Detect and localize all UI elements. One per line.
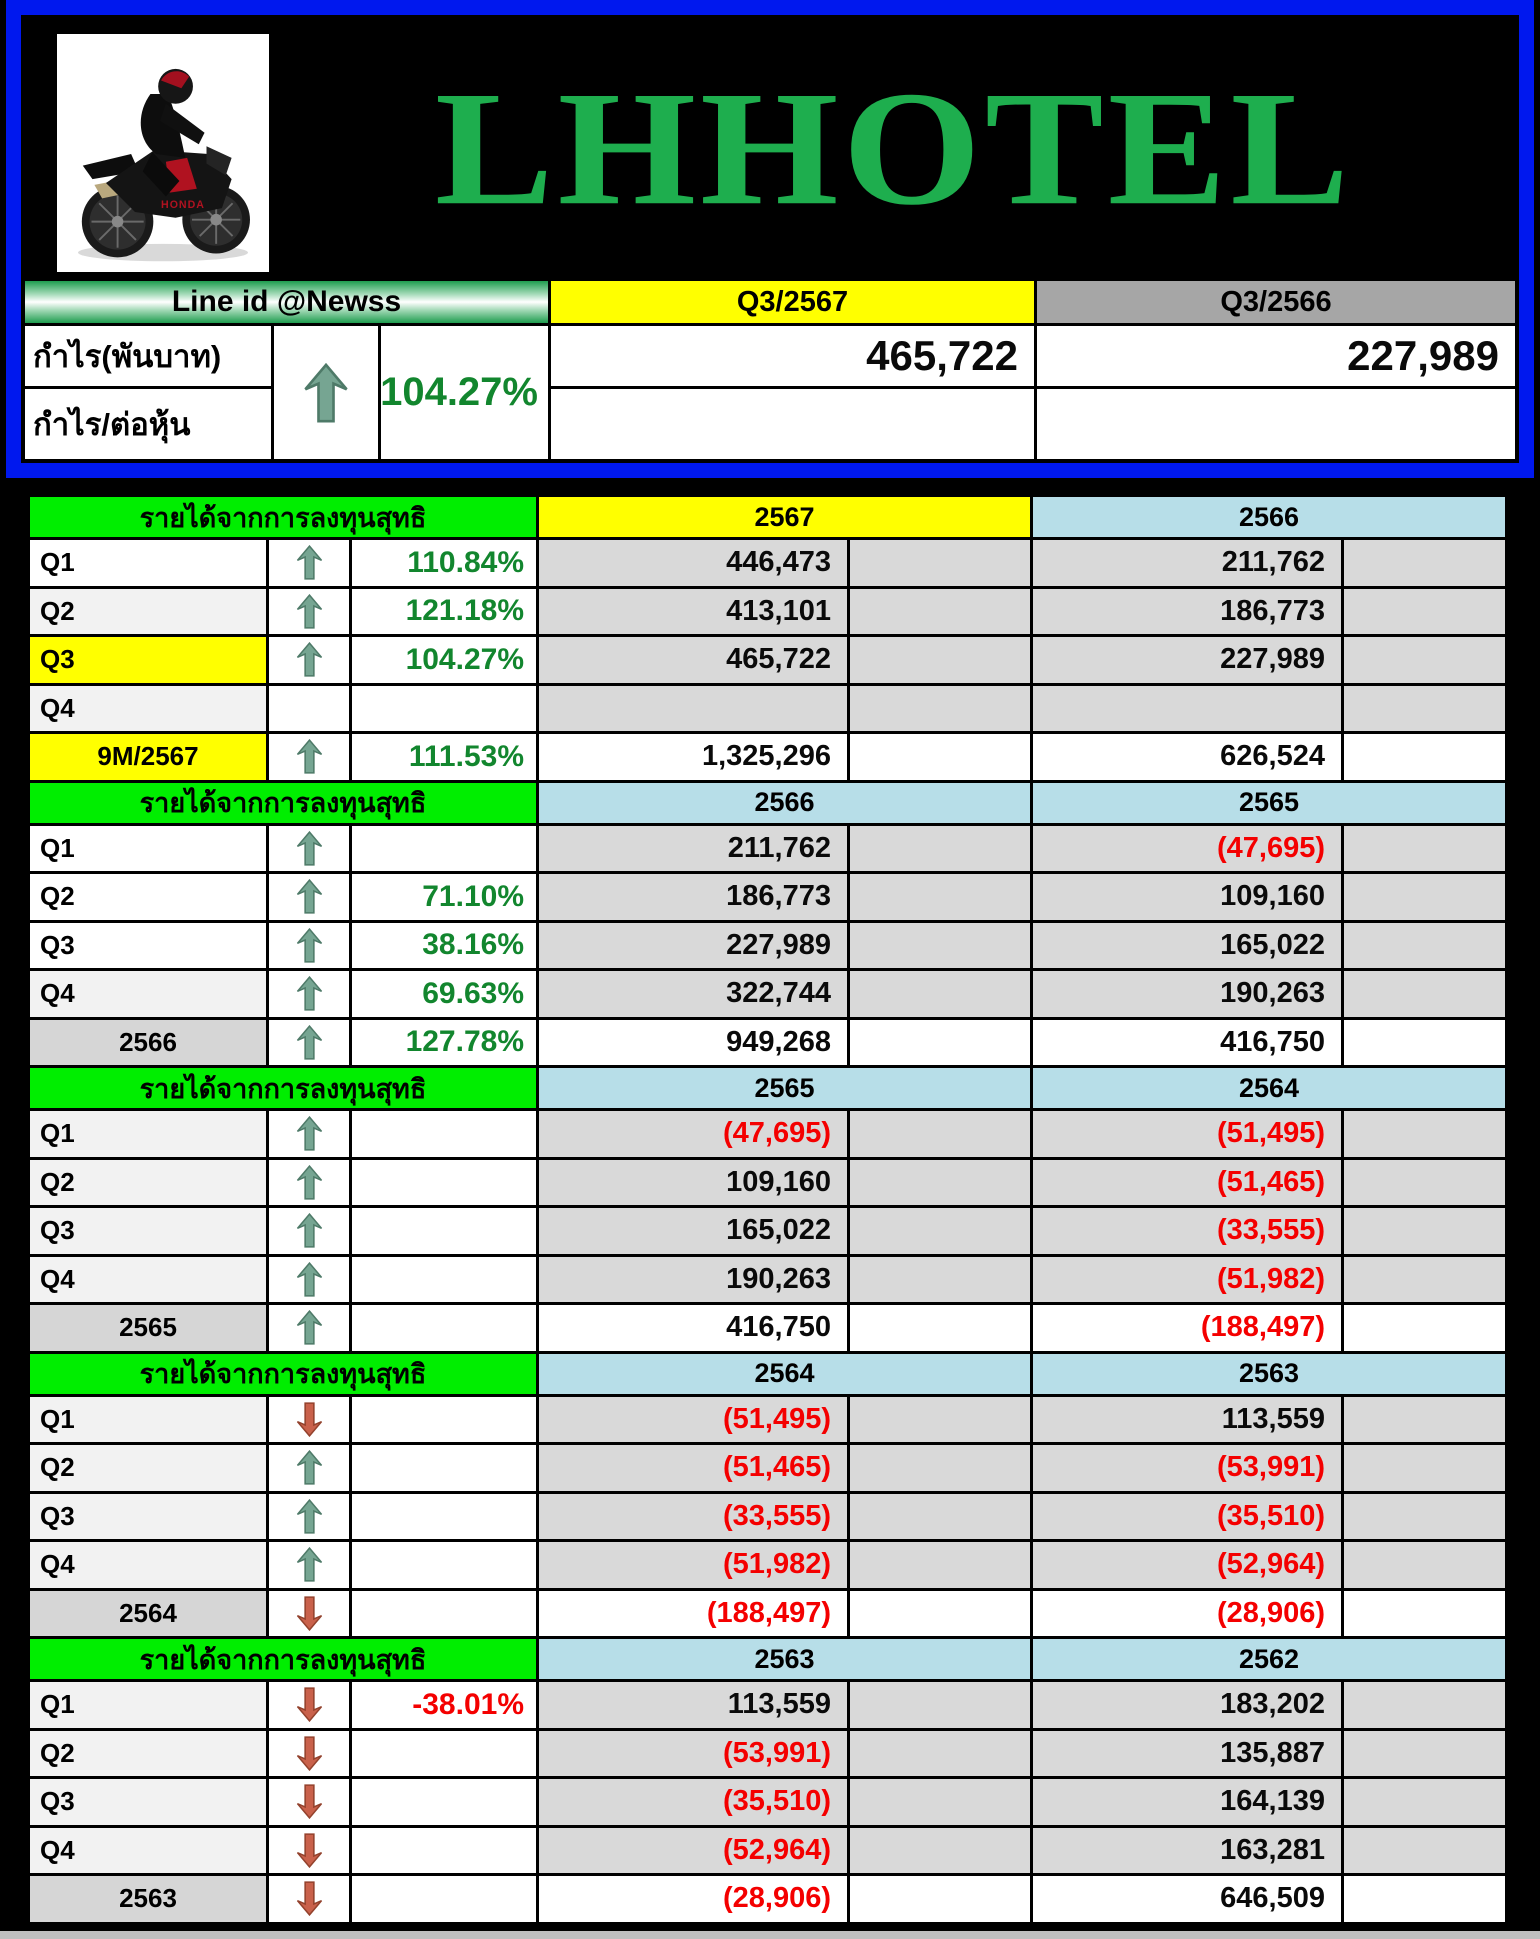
spacer-cell <box>850 923 1030 969</box>
down-arrow-icon <box>296 1402 323 1437</box>
trend-arrow-cell <box>269 971 349 1017</box>
row-label: Q1 <box>30 540 266 586</box>
value-year2: 626,524 <box>1033 734 1341 780</box>
summary-col2-value: 227,989 <box>1037 326 1515 386</box>
row-label: 2564 <box>30 1591 266 1637</box>
trend-arrow-cell <box>269 734 349 780</box>
percent-change <box>352 686 536 732</box>
spacer-cell <box>850 1591 1030 1637</box>
percent-change <box>352 1591 536 1637</box>
value-year2: 183,202 <box>1033 1682 1341 1728</box>
trend-arrow-cell <box>269 540 349 586</box>
value-year2: 164,139 <box>1033 1779 1341 1825</box>
year1-header: 2564 <box>539 1354 1030 1394</box>
percent-change: 127.78% <box>352 1020 536 1066</box>
table-section-2566 <box>30 783 1505 1066</box>
down-arrow-icon <box>296 1596 323 1631</box>
value-year2: 190,263 <box>1033 971 1341 1017</box>
value-year1 <box>539 686 847 732</box>
row-label: 9M/2567 <box>30 734 266 780</box>
value-year1: (188,497) <box>539 1591 847 1637</box>
summary-table <box>21 281 1519 463</box>
spacer-cell <box>850 1682 1030 1728</box>
trend-arrow-cell <box>269 1779 349 1825</box>
trend-arrow-cell <box>269 1731 349 1777</box>
value-year1: 949,268 <box>539 1020 847 1066</box>
trend-arrow-cell <box>269 1397 349 1443</box>
year1-header: 2566 <box>539 783 1030 823</box>
table-section-2567 <box>30 497 1505 780</box>
trend-arrow-cell <box>269 1305 349 1351</box>
value-year2: (52,964) <box>1033 1542 1341 1588</box>
row-label: Q3 <box>30 1208 266 1254</box>
value-year1: 190,263 <box>539 1257 847 1303</box>
up-arrow-icon <box>296 642 323 677</box>
up-arrow-icon <box>296 976 323 1011</box>
value-year1: 322,744 <box>539 971 847 1017</box>
spacer-cell <box>850 637 1030 683</box>
spacer-cell <box>1344 1305 1505 1351</box>
row-label: Q3 <box>30 1779 266 1825</box>
profit-label: กำไร(พันบาท) <box>25 326 271 386</box>
spacer-cell <box>1344 686 1505 732</box>
row-label: Q1 <box>30 826 266 872</box>
row-label: Q4 <box>30 686 266 732</box>
spacer-cell <box>850 826 1030 872</box>
up-arrow-icon <box>296 879 323 914</box>
trend-arrow-cell <box>269 1208 349 1254</box>
eps-label: กำไร/ต่อหุ้น <box>25 389 271 459</box>
spacer-cell <box>850 1876 1030 1922</box>
value-year2: (35,510) <box>1033 1494 1341 1540</box>
motorcycle-illustration <box>61 38 265 268</box>
up-arrow-icon <box>296 1310 323 1345</box>
value-year1: (51,982) <box>539 1542 847 1588</box>
spacer-cell <box>1344 923 1505 969</box>
value-year1: (35,510) <box>539 1779 847 1825</box>
up-arrow-icon <box>296 1116 323 1151</box>
section-title: รายได้จากการลงทุนสุทธิ <box>30 1639 536 1679</box>
summary-panel <box>6 0 1534 478</box>
summary-col2-header: Q3/2566 <box>1037 281 1515 323</box>
percent-change <box>352 1445 536 1491</box>
value-year2: 163,281 <box>1033 1828 1341 1874</box>
percent-change: -38.01% <box>352 1682 536 1728</box>
spacer-cell <box>1344 1445 1505 1491</box>
table-section-2565 <box>30 1068 1505 1351</box>
summary-col2-empty-cell <box>1037 389 1515 459</box>
spacer-cell <box>850 1779 1030 1825</box>
spacer-cell <box>1344 1160 1505 1206</box>
spacer-cell <box>1344 971 1505 1017</box>
spacer-cell <box>850 1160 1030 1206</box>
value-year2: 186,773 <box>1033 589 1341 635</box>
value-year2: (51,495) <box>1033 1111 1341 1157</box>
row-label: 2563 <box>30 1876 266 1922</box>
trend-arrow-cell <box>269 686 349 732</box>
row-label: Q4 <box>30 1542 266 1588</box>
spacer-cell <box>1344 1876 1505 1922</box>
trend-arrow-cell <box>269 874 349 920</box>
value-year1: (28,906) <box>539 1876 847 1922</box>
up-arrow-icon <box>296 831 323 866</box>
row-label: Q1 <box>30 1111 266 1157</box>
trend-arrow-cell <box>269 1111 349 1157</box>
percent-change: 104.27% <box>352 637 536 683</box>
percent-change <box>352 1779 536 1825</box>
row-label: Q4 <box>30 1257 266 1303</box>
row-label: Q1 <box>30 1682 266 1728</box>
value-year2 <box>1033 686 1341 732</box>
up-arrow-icon <box>296 1025 323 1060</box>
spacer-cell <box>1344 874 1505 920</box>
percent-change <box>352 1208 536 1254</box>
row-label: Q2 <box>30 589 266 635</box>
value-year2: 113,559 <box>1033 1397 1341 1443</box>
value-year1: (52,964) <box>539 1828 847 1874</box>
spacer-cell <box>850 1208 1030 1254</box>
row-label: Q4 <box>30 971 266 1017</box>
row-label: Q3 <box>30 637 266 683</box>
percent-change <box>352 1111 536 1157</box>
value-year2: (47,695) <box>1033 826 1341 872</box>
bike-logo-text: HONDA <box>161 199 205 212</box>
spacer-cell <box>1344 637 1505 683</box>
spacer-cell <box>1344 1591 1505 1637</box>
year2-header: 2563 <box>1033 1354 1505 1394</box>
section-title: รายได้จากการลงทุนสุทธิ <box>30 1068 536 1108</box>
spacer-cell <box>850 971 1030 1017</box>
spacer-cell <box>850 686 1030 732</box>
spacer-cell <box>1344 1828 1505 1874</box>
year1-header: 2565 <box>539 1068 1030 1108</box>
value-year2: (28,906) <box>1033 1591 1341 1637</box>
value-year2: (51,982) <box>1033 1257 1341 1303</box>
value-year1: (53,991) <box>539 1731 847 1777</box>
up-arrow-icon <box>296 1262 323 1297</box>
value-year2: 109,160 <box>1033 874 1341 920</box>
spacer-cell <box>1344 826 1505 872</box>
spacer-cell <box>1344 589 1505 635</box>
row-label: Q2 <box>30 874 266 920</box>
value-year2: (33,555) <box>1033 1208 1341 1254</box>
percent-change <box>352 826 536 872</box>
value-year1: 465,722 <box>539 637 847 683</box>
spacer-cell <box>850 1020 1030 1066</box>
spacer-cell <box>850 874 1030 920</box>
percent-change: 71.10% <box>352 874 536 920</box>
brand-title: LHHOTEL <box>434 56 1354 240</box>
spacer-cell <box>1344 1779 1505 1825</box>
percent-change: 121.18% <box>352 589 536 635</box>
value-year1: (51,495) <box>539 1397 847 1443</box>
spacer-cell <box>1344 1731 1505 1777</box>
value-year2: 165,022 <box>1033 923 1341 969</box>
trend-arrow-cell <box>269 923 349 969</box>
value-year2: 211,762 <box>1033 540 1341 586</box>
trend-arrow-cell <box>269 1020 349 1066</box>
brand-band <box>21 15 1519 281</box>
spacer-cell <box>850 1542 1030 1588</box>
value-year1: 186,773 <box>539 874 847 920</box>
trend-arrow-cell <box>269 1257 349 1303</box>
up-arrow-icon <box>296 1165 323 1200</box>
value-year2: 135,887 <box>1033 1731 1341 1777</box>
spacer-cell <box>1344 1397 1505 1443</box>
value-year1: (47,695) <box>539 1111 847 1157</box>
spacer-cell <box>1344 1111 1505 1157</box>
row-label: Q4 <box>30 1828 266 1874</box>
spacer-cell <box>1344 540 1505 586</box>
row-label: Q2 <box>30 1731 266 1777</box>
percent-change <box>352 1257 536 1303</box>
trend-arrow-cell <box>269 1876 349 1922</box>
value-year1: 446,473 <box>539 540 847 586</box>
section-title: รายได้จากการลงทุนสุทธิ <box>30 783 536 823</box>
spacer-cell <box>850 540 1030 586</box>
percent-change: 110.84% <box>352 540 536 586</box>
spacer-cell <box>850 1305 1030 1351</box>
percent-change <box>352 1731 536 1777</box>
spacer-cell <box>1344 1494 1505 1540</box>
row-label: Q3 <box>30 1494 266 1540</box>
up-arrow-icon <box>296 1499 323 1534</box>
spacer-cell <box>1344 734 1505 780</box>
section-title: รายได้จากการลงทุนสุทธิ <box>30 1354 536 1394</box>
trend-arrow-cell <box>269 1828 349 1874</box>
spacer-cell <box>850 1111 1030 1157</box>
spacer-cell <box>1344 1257 1505 1303</box>
row-label: Q3 <box>30 923 266 969</box>
spacer-cell <box>1344 1020 1505 1066</box>
year2-header: 2566 <box>1033 497 1505 537</box>
motorcycle-image <box>57 34 269 272</box>
trend-arrow-cell <box>269 826 349 872</box>
value-year1: 413,101 <box>539 589 847 635</box>
summary-col1-value: 465,722 <box>551 326 1034 386</box>
percent-change: 69.63% <box>352 971 536 1017</box>
percent-change: 38.16% <box>352 923 536 969</box>
line-id-badge: Line id @Newss <box>25 281 548 323</box>
year2-header: 2565 <box>1033 783 1505 823</box>
trend-arrow-cell <box>269 589 349 635</box>
down-arrow-icon <box>296 1736 323 1771</box>
summary-col1-empty-cell <box>551 389 1034 459</box>
value-year2: 646,509 <box>1033 1876 1341 1922</box>
up-arrow-icon <box>296 1213 323 1248</box>
spacer-cell <box>850 589 1030 635</box>
up-arrow-icon <box>296 594 323 629</box>
spacer-cell <box>850 1397 1030 1443</box>
value-year2: (188,497) <box>1033 1305 1341 1351</box>
percent-change <box>352 1305 536 1351</box>
trend-arrow-cell <box>269 1542 349 1588</box>
row-label: 2566 <box>30 1020 266 1066</box>
year2-header: 2564 <box>1033 1068 1505 1108</box>
spacer-cell <box>850 1828 1030 1874</box>
spacer-cell <box>1344 1208 1505 1254</box>
value-year1: 211,762 <box>539 826 847 872</box>
value-year1: (51,465) <box>539 1445 847 1491</box>
percent-change <box>352 1397 536 1443</box>
summary-change-percent: 104.27% <box>381 326 548 459</box>
down-arrow-icon <box>296 1687 323 1722</box>
up-arrow-icon <box>296 545 323 580</box>
down-arrow-icon <box>296 1881 323 1916</box>
row-label: Q2 <box>30 1160 266 1206</box>
value-year2: 416,750 <box>1033 1020 1341 1066</box>
row-label: 2565 <box>30 1305 266 1351</box>
trend-arrow-cell <box>269 1494 349 1540</box>
value-year2: (53,991) <box>1033 1445 1341 1491</box>
year1-header: 2563 <box>539 1639 1030 1679</box>
down-arrow-icon <box>296 1784 323 1819</box>
percent-change <box>352 1828 536 1874</box>
percent-change: 111.53% <box>352 734 536 780</box>
trend-arrow-cell <box>269 1445 349 1491</box>
value-year1: (33,555) <box>539 1494 847 1540</box>
trend-arrow-cell <box>269 1591 349 1637</box>
spacer-cell <box>1344 1542 1505 1588</box>
trend-arrow-cell <box>269 1682 349 1728</box>
percent-change <box>352 1494 536 1540</box>
value-year1: 113,559 <box>539 1682 847 1728</box>
up-arrow-icon <box>296 739 323 774</box>
quarterly-results-table <box>30 497 1505 1922</box>
spacer-cell <box>850 1257 1030 1303</box>
value-year2: 227,989 <box>1033 637 1341 683</box>
value-year1: 1,325,296 <box>539 734 847 780</box>
up-arrow-icon <box>274 326 378 459</box>
percent-change <box>352 1542 536 1588</box>
year2-header: 2562 <box>1033 1639 1505 1679</box>
value-year1: 227,989 <box>539 923 847 969</box>
spacer-cell <box>850 1445 1030 1491</box>
table-section-2563 <box>30 1639 1505 1922</box>
summary-col1-header: Q3/2567 <box>551 281 1034 323</box>
percent-change <box>352 1160 536 1206</box>
value-year1: 416,750 <box>539 1305 847 1351</box>
up-arrow-icon <box>296 1450 323 1485</box>
spacer-cell <box>850 734 1030 780</box>
row-label: Q2 <box>30 1445 266 1491</box>
spacer-cell <box>850 1494 1030 1540</box>
value-year1: 109,160 <box>539 1160 847 1206</box>
down-arrow-icon <box>296 1833 323 1868</box>
spacer-cell <box>1344 1682 1505 1728</box>
bottom-strip <box>0 1931 1540 1939</box>
up-arrow-icon <box>296 928 323 963</box>
year1-header: 2567 <box>539 497 1030 537</box>
trend-arrow-cell <box>269 1160 349 1206</box>
spacer-cell <box>850 1731 1030 1777</box>
up-arrow-icon <box>296 1547 323 1582</box>
row-label: Q1 <box>30 1397 266 1443</box>
value-year1: 165,022 <box>539 1208 847 1254</box>
trend-arrow-cell <box>269 637 349 683</box>
table-section-2564 <box>30 1354 1505 1637</box>
value-year2: (51,465) <box>1033 1160 1341 1206</box>
percent-change <box>352 1876 536 1922</box>
section-title: รายได้จากการลงทุนสุทธิ <box>30 497 536 537</box>
